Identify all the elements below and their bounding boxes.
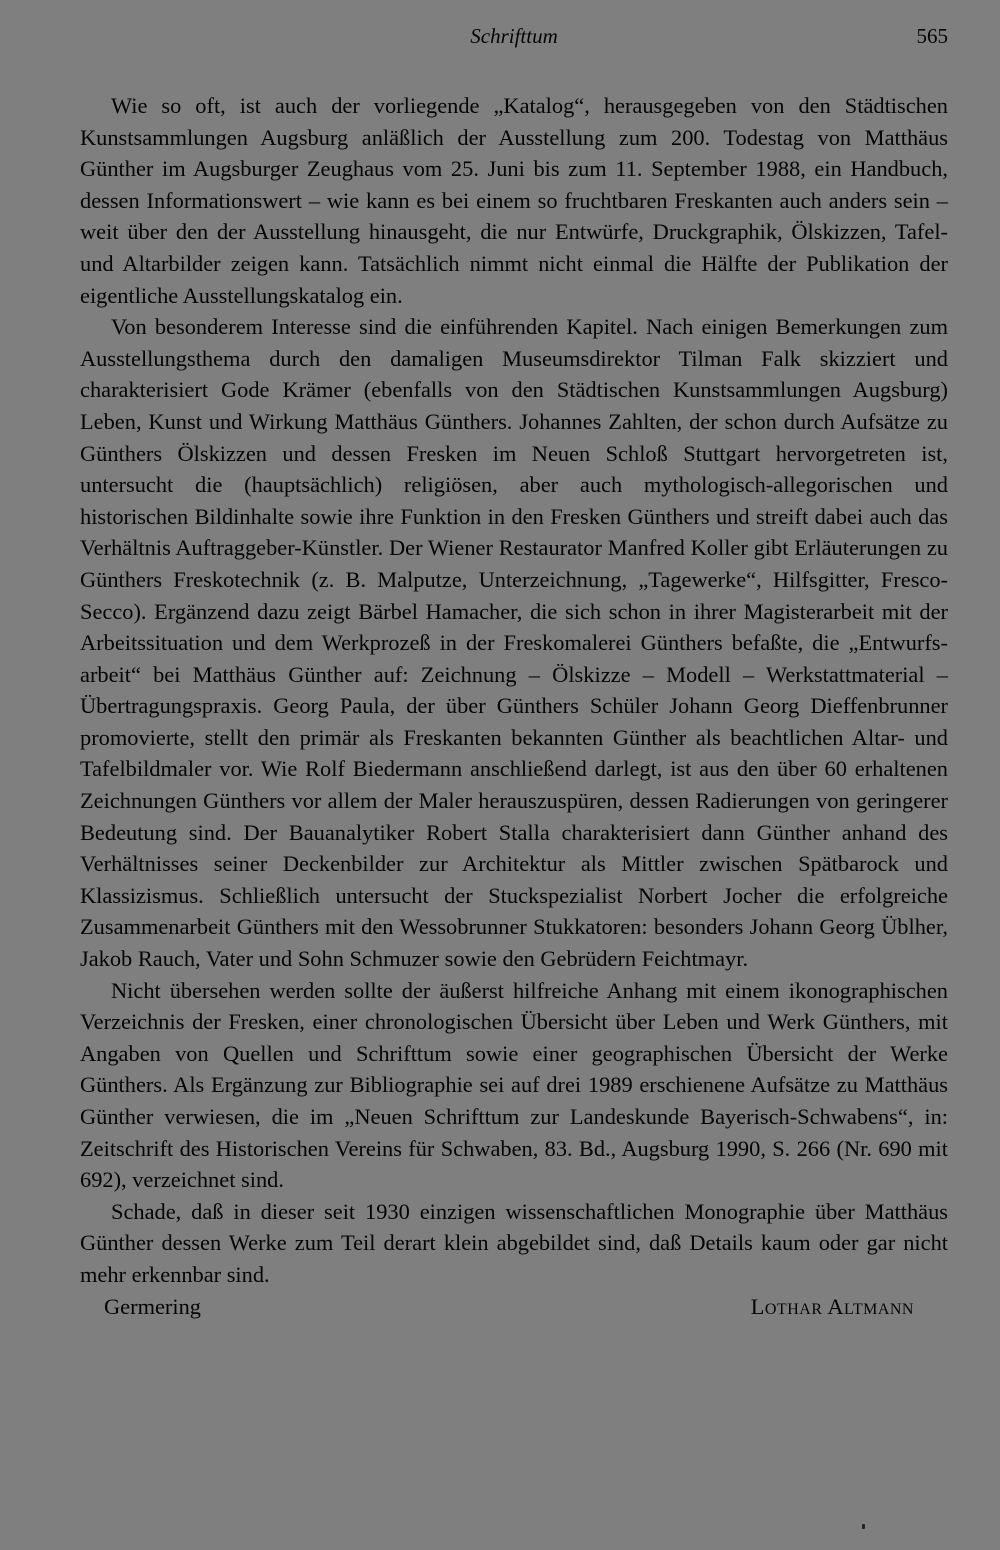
- paragraph-appendix: Nicht übersehen werden sollte der äußerst hilfreiche Anhang mit einem ikonographischen Verzeichnis der Fresken, einer chronologischen Übersicht über Leben und Werk Günthers, mit Angaben von Quellen und Schrifttum sowie einer geographischen Übersicht der Werke Günthers. Als Ergänzung zur Bibliographie sei auf drei 1989 erschienene Aufsätze zu Matthäus Günther verwiesen, die im „Neuen Schrifttum zur Landeskunde Bayerisch-Schwabens“, in: Zeitschrift des Historischen Vereins für Schwaben, 83. Bd., Augsburg 1990, S. 266 (Nr. 690 mit 692), verzeichnet sind.: [80, 977, 948, 1193]
- running-title: Schrifttum: [470, 24, 558, 48]
- page-number: 565: [916, 24, 948, 48]
- scan-speck: [862, 1524, 865, 1529]
- signature-author: Lothar Altmann: [750, 1293, 914, 1319]
- review-text: [80, 90, 948, 1322]
- running-head: [80, 24, 948, 56]
- paragraph-conclusion: Schade, daß in dieser seit 1930 einzigen wissenschaftlichen Monographie über Matthäus Günther dessen Werke zum Teil derart klein abgebildet sind, daß Details kaum oder gar nicht mehr erkennbar sind.: [80, 1198, 948, 1287]
- paragraph-catalog: Wie so oft, ist auch der vorliegende „Katalog“, herausgegeben von den Städtischen Kunstsammlungen Augsburg anläßlich der Ausstellung zum 200. Todestag von Matthäus Günther im Augsburger Zeughaus vom 25. Juni bis zum 11. September 1988, ein Handbuch, dessen Informationswert – wie kann es bei einem so fruchtbaren Freskanten auch anders sein – weit über den der Ausstellung hinausgeht, die nur Entwürfe, Druckgraphik, Ölskizzen, Tafel- und Altarbilder zeigen kann. Tatsächlich nimmt nicht einmal die Hälfte der Publikation der eigentliche Ausstellungskatalog ein.: [80, 93, 948, 308]
- signature-place: Germering: [104, 1293, 201, 1319]
- signature-line: [80, 1291, 948, 1323]
- paragraph-chapters: Von besonderem Interesse sind die einführenden Kapitel. Nach einigen Bemerkungen zum Ausstellungsthema durch den damaligen Museumsdirektor Tilman Falk skizziert und charakterisiert Gode Krämer (ebenfalls von den Städtischen Kunstsammlungen Augsburg) Leben, Kunst und Wirkung Matthäus Günthers. Johannes Zahlten, der schon durch Aufsätze zu Günthers Ölskizzen und dessen Fresken im Neuen Schloß Stuttgart hervorgetreten ist, untersucht die (hauptsächlich) religiösen, aber auch mythologisch-allegorischen und historischen Bildinhalte sowie ihre Funktion in den Fresken Günthers und streift dabei auch das Verhältnis Auftraggeber-Künstler. Der Wiener Restaurator Manfred Koller gibt Erläuterungen zu Günthers Freskotechnik (z. B. Malputze, Unterzeichnung, „Tagewerke“, Hilfsgitter, Fresco-Secco). Ergänzend dazu zeigt Bärbel Hamacher, die sich schon in ihrer Magisterarbeit mit der Arbeitssituation und dem Werkprozeß in der Freskomalerei Günthers befaßte, die „Entwurfsarbeit“ bei Matthäus Günther auf: Zeichnung – Ölskizze – Modell – Werkstattmaterial – Übertragungspraxis. Georg Paula, der über Günthers Schüler Johann Georg Dieffenbrunner promovierte, stellt den primär als Freskanten bekannten Günther als beachtlichen Altar- und Tafelbildmaler vor. Wie Rolf Biedermann anschließend darlegt, ist aus den über 60 erhaltenen Zeichnungen Günthers vor allem der Maler herauszuspüren, dessen Radierungen von geringerer Bedeutung sind. Der Bauanalytiker Robert Stalla charakterisiert dann Günther anhand des Verhältnisses seiner Deckenbilder zur Architektur als Mittler zwischen Spätbarock und Klassizismus. Schließlich untersucht der Stuckspezialist Norbert Jocher die erfolgreiche Zusammenarbeit Günthers mit den Wessobrunner Stukkatoren: besonders Johann Georg Üblher, Jakob Rauch, Vater und Sohn Schmuzer sowie den Gebrüdern Feichtmayr.: [80, 314, 948, 972]
